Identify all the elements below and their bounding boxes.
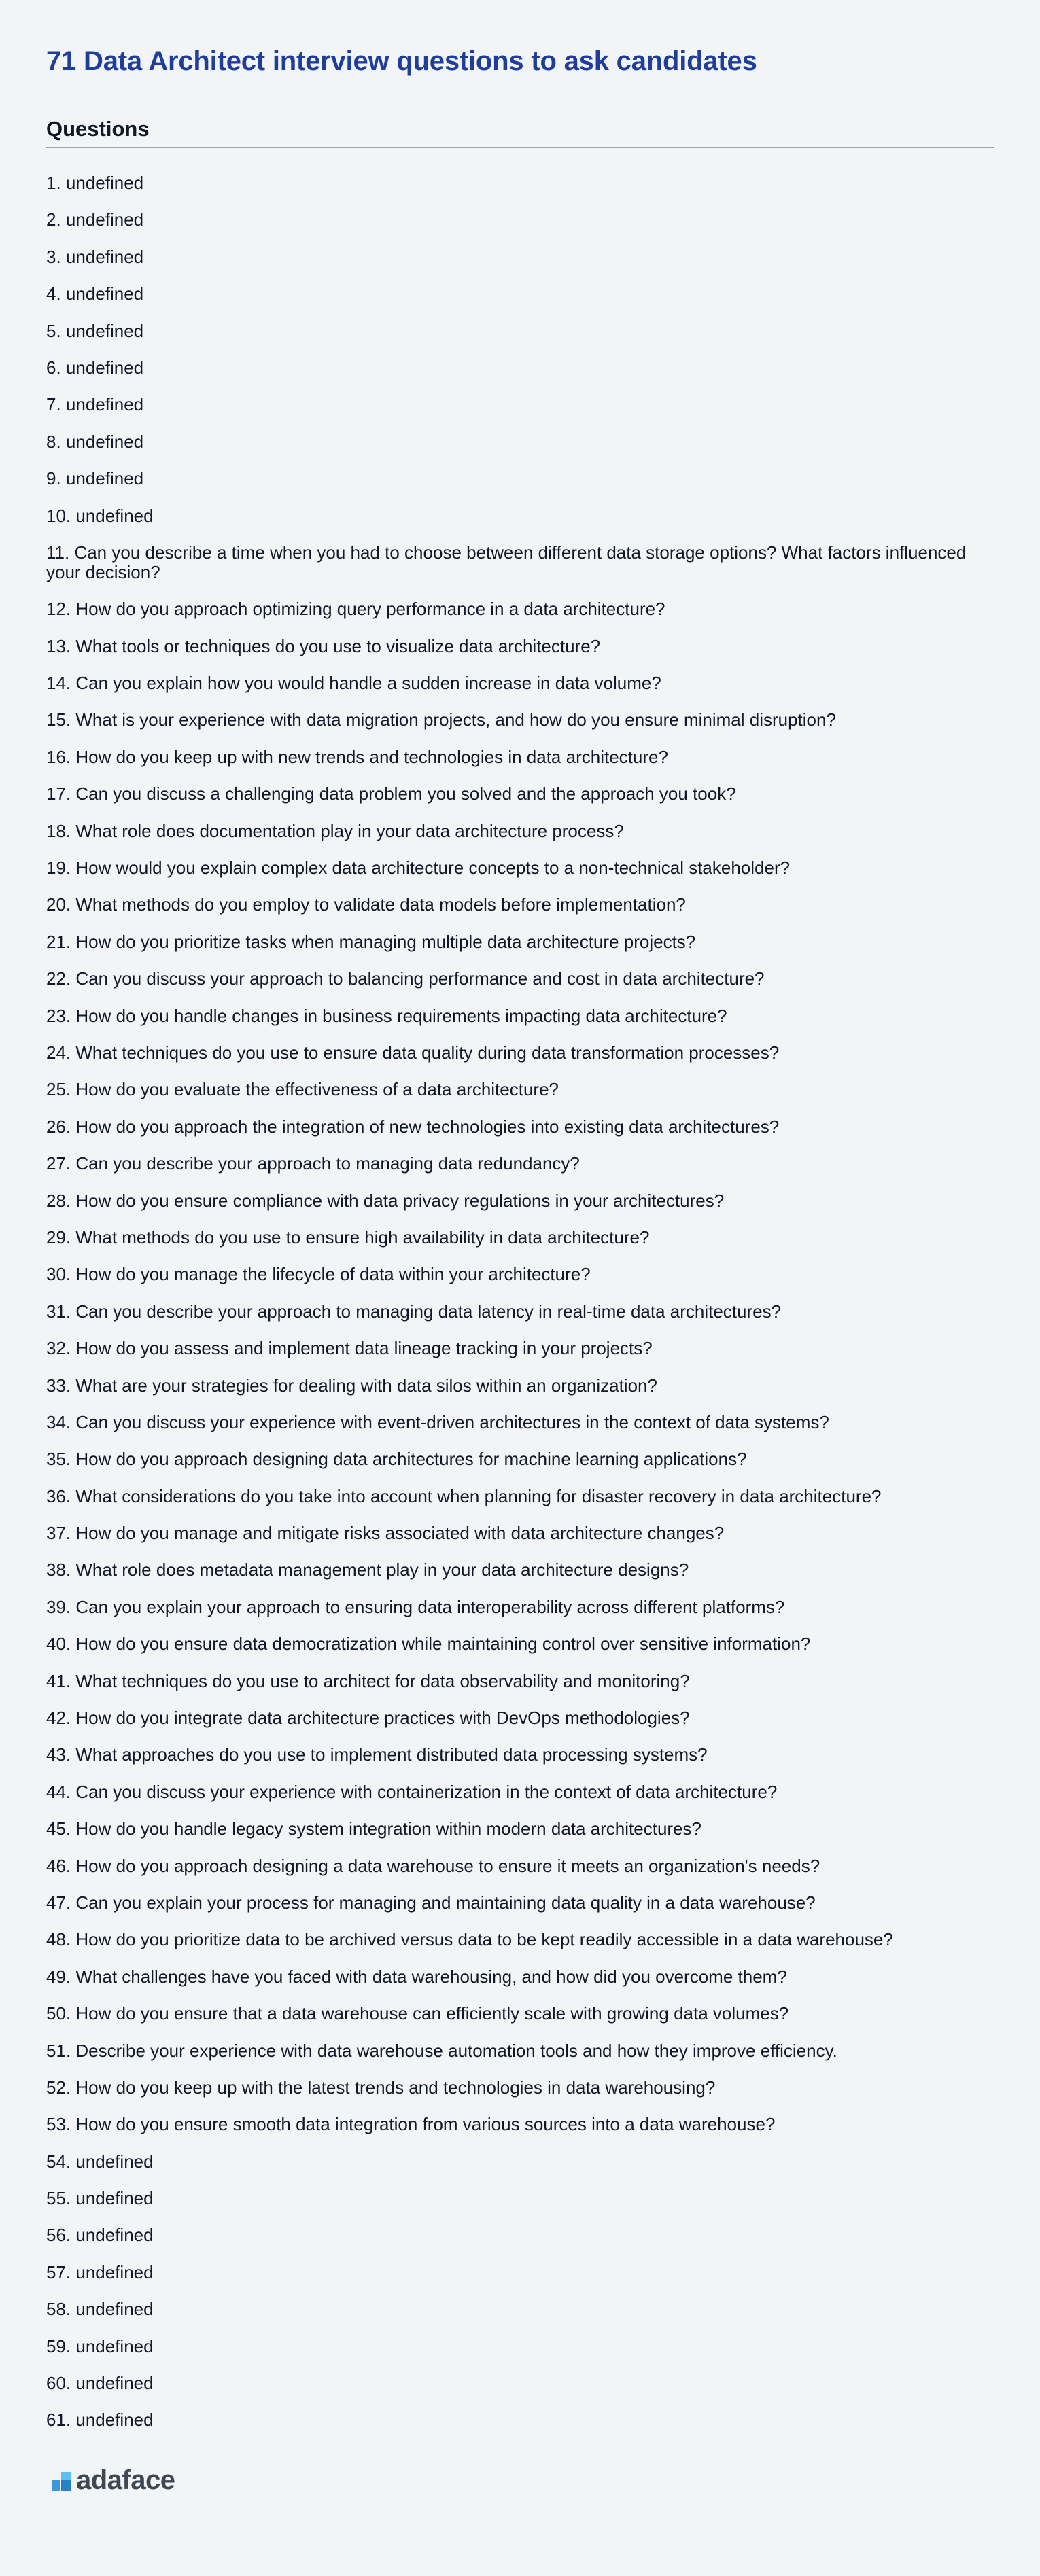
question-item: 46. How do you approach designing a data warehouse to ensure it meets an organization's needs? <box>46 1855 820 1876</box>
question-item: 28. How do you ensure compliance with data privacy regulations in your architectures? <box>46 1190 725 1211</box>
question-item: 10. undefined <box>46 505 154 526</box>
question-item: 40. How do you ensure data democratization while maintaining control over sensitive information? <box>46 1634 811 1655</box>
logo-text: adaface <box>76 2465 175 2495</box>
question-item: 14. Can you explain how you would handle a sudden increase in data volume? <box>46 673 661 694</box>
question-item: 23. How do you handle changes in business requirements impacting data architecture? <box>46 1005 727 1026</box>
question-item: 58. undefined <box>46 2299 154 2320</box>
question-item: 47. Can you explain your process for managing and maintaining data quality in a data warehouse? <box>46 1892 816 1913</box>
question-item: 6. undefined <box>46 357 144 378</box>
question-item: 2. undefined <box>46 209 144 230</box>
question-item: 51. Describe your experience with data warehouse automation tools and how they improve efficiency. <box>46 2040 837 2061</box>
question-item: 61. undefined <box>46 2410 154 2431</box>
question-item: 7. undefined <box>46 394 144 415</box>
question-item: 39. Can you explain your approach to ensuring data interoperability across different platforms? <box>46 1596 785 1617</box>
adaface-logo-icon <box>52 2469 71 2491</box>
question-item: 52. How do you keep up with the latest trends and technologies in data warehousing? <box>46 2077 716 2098</box>
question-item: 33. What are your strategies for dealing with data silos within an organization? <box>46 1375 657 1396</box>
question-item: 37. How do you manage and mitigate risks associated with data architecture changes? <box>46 1523 725 1544</box>
question-item: 29. What methods do you use to ensure high availability in data architecture? <box>46 1227 650 1248</box>
question-item: 60. undefined <box>46 2373 154 2394</box>
question-item: 26. How do you approach the integration of new technologies into existing data architectures? <box>46 1116 780 1137</box>
question-item: 38. What role does metadata management play in your data architecture designs? <box>46 1559 689 1581</box>
question-item: 24. What techniques do you use to ensure data quality during data transformation processes? <box>46 1042 780 1063</box>
adaface-logo[interactable] <box>52 2467 175 2494</box>
question-item: 32. How do you assess and implement data lineage tracking in your projects? <box>46 1338 653 1359</box>
question-item: 19. How would you explain complex data architecture concepts to a non-technical stakeholder? <box>46 858 791 879</box>
question-item: 20. What methods do you employ to validate data models before implementation? <box>46 894 686 915</box>
question-item: 13. What tools or techniques do you use to visualize data architecture? <box>46 635 601 656</box>
question-item: 21. How do you prioritize tasks when managing multiple data architecture projects? <box>46 931 696 952</box>
question-item: 54. undefined <box>46 2151 154 2172</box>
question-item: 11. Can you describe a time when you had to choose between different data storage options? What factors influenced your decision? <box>46 542 967 582</box>
question-item: 12. How do you approach optimizing query performance in a data architecture? <box>46 599 665 620</box>
section-title: Questions <box>46 117 150 141</box>
question-item: 42. How do you integrate data architecture practices with DevOps methodologies? <box>46 1708 690 1729</box>
section-header <box>46 114 994 148</box>
question-item: 53. How do you ensure smooth data integration from various sources into a data warehouse? <box>46 2114 776 2135</box>
question-item: 30. How do you manage the lifecycle of data within your architecture? <box>46 1264 591 1285</box>
question-item: 1. undefined <box>46 173 144 193</box>
question-item: 4. undefined <box>46 283 144 304</box>
question-item: 59. undefined <box>46 2335 154 2357</box>
question-item: 3. undefined <box>46 246 144 267</box>
question-item: 15. What is your experience with data migration projects, and how do you ensure minimal disruption? <box>46 709 836 730</box>
question-item: 5. undefined <box>46 320 144 341</box>
question-item: 31. Can you describe your approach to managing data latency in real-time data architectures? <box>46 1301 782 1322</box>
question-item: 25. How do you evaluate the effectiveness of a data architecture? <box>46 1079 559 1100</box>
question-item: 48. How do you prioritize data to be archived versus data to be kept readily accessible in a data warehouse? <box>46 1929 893 1950</box>
question-item: 50. How do you ensure that a data warehouse can efficiently scale with growing data volumes? <box>46 2003 789 2024</box>
question-item: 34. Can you discuss your experience with event-driven architectures in the context of data systems? <box>46 1411 829 1432</box>
question-item: 8. undefined <box>46 431 144 452</box>
question-item: 41. What techniques do you use to architect for data observability and monitoring? <box>46 1670 690 1691</box>
question-item: 17. Can you discuss a challenging data problem you solved and the approach you took? <box>46 783 736 805</box>
question-item: 55. undefined <box>46 2188 154 2209</box>
question-item: 57. undefined <box>46 2261 154 2282</box>
question-item: 22. Can you discuss your approach to balancing performance and cost in data architecture? <box>46 968 765 989</box>
question-item: 35. How do you approach designing data architectures for machine learning applications? <box>46 1449 747 1470</box>
question-item: 16. How do you keep up with new trends and technologies in data architecture? <box>46 746 668 767</box>
question-list <box>46 173 994 2448</box>
question-item: 56. undefined <box>46 2225 154 2246</box>
question-item: 9. undefined <box>46 468 144 489</box>
question-item: 36. What considerations do you take into account when planning for disaster recovery in data architecture? <box>46 1485 882 1506</box>
question-item: 45. How do you handle legacy system integration within modern data architectures? <box>46 1818 701 1839</box>
page-title: 71 Data Architect interview questions to ask candidates <box>46 46 757 76</box>
question-item: 27. Can you describe your approach to managing data redundancy? <box>46 1153 580 1174</box>
question-item: 18. What role does documentation play in your data architecture process? <box>46 820 624 841</box>
question-item: 43. What approaches do you use to implement distributed data processing systems? <box>46 1744 708 1765</box>
question-item: 49. What challenges have you faced with data warehousing, and how did you overcome them? <box>46 1966 787 1987</box>
question-item: 44. Can you discuss your experience with containerization in the context of data architecture? <box>46 1781 778 1802</box>
